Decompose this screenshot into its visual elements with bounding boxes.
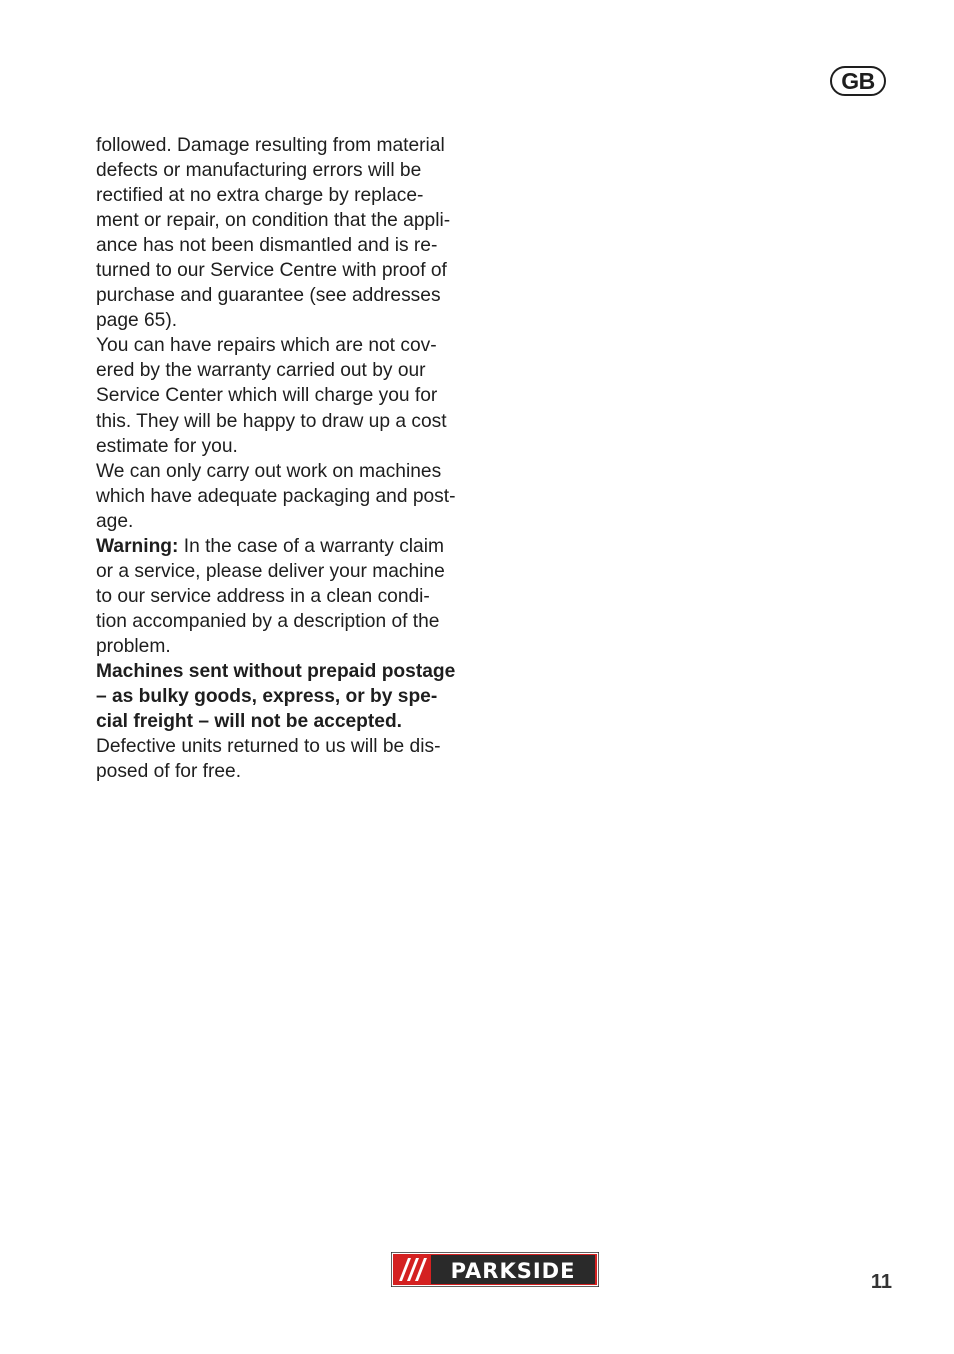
text-line: defects or manufacturing errors will be <box>96 160 422 182</box>
text-line: page 65). <box>96 310 178 332</box>
logo-wordmark: PARKSIDE <box>450 1259 576 1283</box>
text-line: purchase and guarantee (see addresses <box>96 285 441 307</box>
text-line: ered by the warranty carried out by our <box>96 360 426 382</box>
text-line: tion accompanied by a description of the <box>96 610 440 632</box>
paragraph-repair-terms <box>96 133 488 333</box>
text-line: ment or repair, on condition that the appli- <box>96 210 451 232</box>
text-line: rectified at no extra charge by replace- <box>96 185 424 207</box>
paragraph-warning <box>96 534 488 659</box>
text-line: Defective units returned to us will be dis- <box>96 736 441 758</box>
text-line: followed. Damage resulting from material <box>96 135 445 156</box>
text-line <box>96 534 488 559</box>
text-line: to our service address in a clean condi- <box>96 585 430 607</box>
text-line: Machines sent without prepaid postage <box>96 660 456 682</box>
text-line: cial freight – will not be accepted. <box>96 711 403 733</box>
text-line: this. They will be happy to draw up a cost <box>96 410 447 432</box>
text-line: Service Center which will charge you for <box>96 385 438 407</box>
text-line: turned to our Service Centre with proof of <box>96 260 447 282</box>
warranty-text-column <box>96 133 488 784</box>
parkside-logo <box>391 1252 599 1287</box>
text-line: age. <box>96 510 134 532</box>
text-line: We can only carry out work on machines <box>96 460 442 482</box>
text-line: posed of for free. <box>96 761 242 783</box>
paragraph-disposal <box>96 734 488 784</box>
text-line: which have adequate packaging and post- <box>96 485 456 507</box>
page-number: 11 <box>870 1271 892 1293</box>
warning-label: Warning: <box>96 535 179 557</box>
text-line: You can have repairs which are not cov- <box>96 335 437 357</box>
text-line: problem. <box>96 635 171 657</box>
text-line: ance has not been dismantled and is re- <box>96 235 438 257</box>
paragraph-postage-notice <box>96 659 488 734</box>
warning-text: In the case of a warranty claim <box>178 535 444 557</box>
language-badge: GB <box>830 66 886 96</box>
text-line: – as bulky goods, express, or by spe- <box>96 686 438 708</box>
text-line: or a service, please deliver your machine <box>96 560 445 582</box>
text-line: estimate for you. <box>96 435 238 457</box>
paragraph-packaging <box>96 459 488 534</box>
paragraph-paid-repairs <box>96 333 488 458</box>
